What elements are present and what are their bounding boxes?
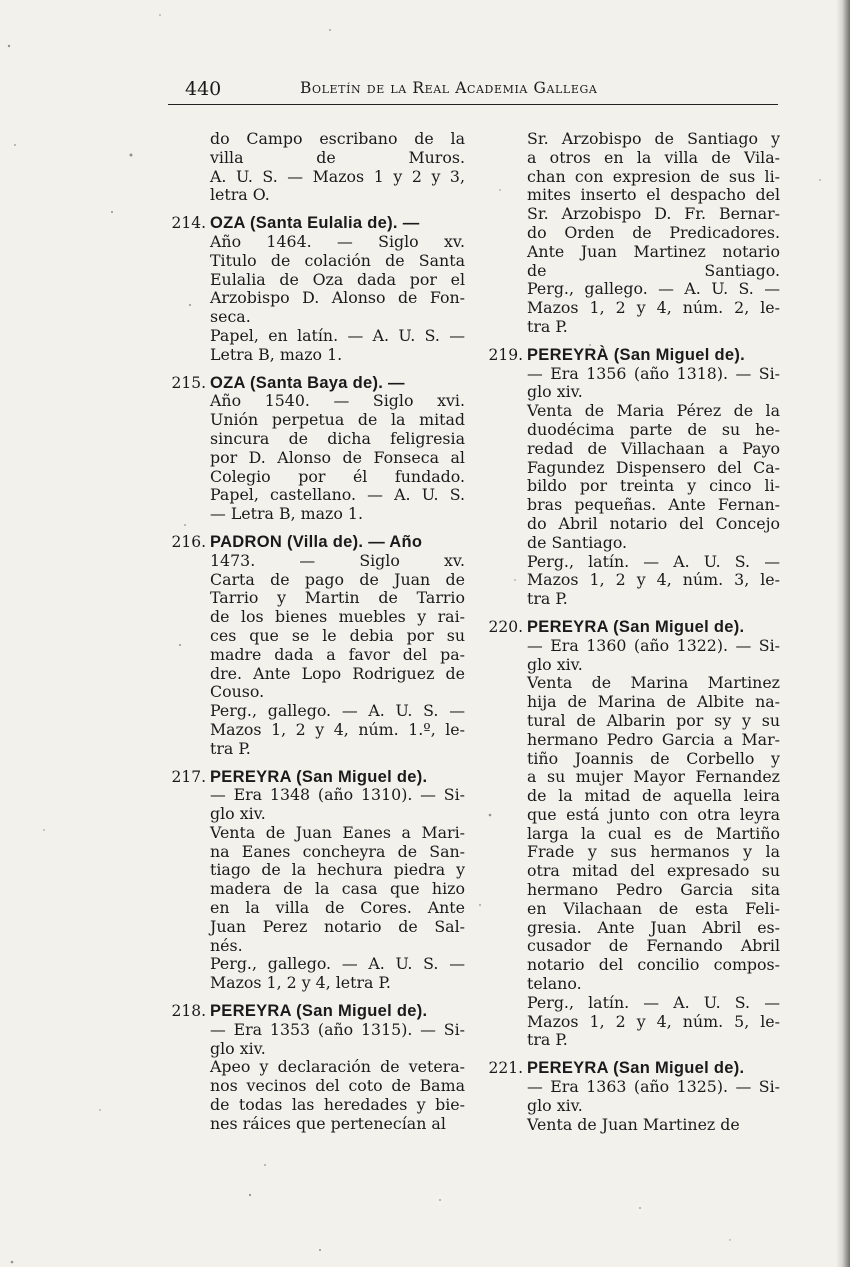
text-line: nos vecinos del coto de Bama xyxy=(210,1076,465,1096)
text-line: que está junto con otra leyra xyxy=(527,804,780,824)
entry-number: 216. xyxy=(171,532,206,551)
text-line: — Era 1363 (año 1325). — Si- xyxy=(527,1077,780,1097)
entry-number: 215. xyxy=(171,373,206,392)
entry-number: 217. xyxy=(171,767,206,786)
text-line: Perg., gallego. — A. U. S. — xyxy=(527,279,780,299)
entry-heading xyxy=(171,532,465,552)
text-line: ces que se le debia por su xyxy=(210,625,465,645)
entry-title: PEREYRA (San Miguel de). xyxy=(210,1002,428,1021)
text-line: Año 1464. — Siglo xv. xyxy=(210,231,465,251)
text-line: Apeo y declaración de vetera- xyxy=(210,1057,465,1077)
text-line: Venta de Juan Martinez de xyxy=(527,1114,740,1134)
header-rule xyxy=(168,104,778,105)
text-line: tra P. xyxy=(210,738,251,758)
text-line: de Santiago. xyxy=(527,260,780,280)
text-line: Fagundez Dispensero del Ca- xyxy=(527,457,780,477)
page-number: 440 xyxy=(185,78,222,100)
text-line: Sr. Arzobispo D. Fr. Bernar- xyxy=(527,204,780,224)
catalog-entry xyxy=(171,1002,465,1134)
entry-spacer xyxy=(210,365,465,374)
text-line: Venta de Maria Pérez de la xyxy=(527,401,780,421)
entry-title: PEREYRA (San Miguel de). xyxy=(527,617,745,636)
text-line: tiago de la hechura piedra y xyxy=(210,860,465,880)
entry-title: PEREYRA (San Miguel de). xyxy=(527,1059,745,1078)
text-line: gresia. Ante Juan Abril es- xyxy=(527,917,780,937)
text-line: glo xiv. xyxy=(527,654,583,674)
catalog-entry xyxy=(488,345,780,609)
text-line: Papel, en latín. — A. U. S. — xyxy=(210,325,465,345)
entry-title: OZA (Santa Baya de). — xyxy=(210,373,405,392)
text-line: notario del concilio compos- xyxy=(527,955,780,975)
catalog-entry xyxy=(488,1059,780,1134)
text-line: Papel, castellano. — A. U. S. xyxy=(210,485,465,505)
text-line: Mazos 1, 2 y 4, núm. 1.º, le- xyxy=(210,719,465,739)
text-line: Frade y sus hermanos y la xyxy=(527,842,780,862)
text-line: hija de Marina de Albite na- xyxy=(527,692,780,712)
text-line: en Vilachaan de esta Feli- xyxy=(527,898,780,918)
text-line: a otros en la villa de Vila- xyxy=(527,147,780,167)
text-line: — Era 1360 (año 1322). — Si- xyxy=(527,635,780,655)
entry-heading xyxy=(171,373,465,393)
text-line: Perg., gallego. — A. U. S. — xyxy=(210,701,465,721)
text-line: — Era 1353 (año 1315). — Si- xyxy=(210,1019,465,1039)
entry-spacer xyxy=(210,205,465,214)
entry-spacer xyxy=(210,993,465,1002)
entry-title: OZA (Santa Eulalia de). — xyxy=(210,214,420,233)
text-line: Perg., latín. — A. U. S. — xyxy=(527,551,780,571)
text-line: sincura de dicha feligresia xyxy=(210,428,465,448)
text-line: glo xiv. xyxy=(210,1038,266,1058)
text-line: letra O. xyxy=(210,185,270,205)
text-line: bildo por treinta y cinco li- xyxy=(527,476,780,496)
entry-number: 214. xyxy=(171,214,206,233)
entry-heading xyxy=(171,214,465,233)
text-line: de Santiago. xyxy=(527,532,628,552)
text-line: Couso. xyxy=(210,682,265,702)
text-line: Titulo de colación de Santa xyxy=(210,250,465,270)
text-line: Perg., gallego. — A. U. S. — xyxy=(210,954,465,974)
page-edge-shadow xyxy=(836,0,850,1267)
text-line: nés. xyxy=(210,935,243,955)
text-line: Mazos 1, 2 y 4, núm. 2, le- xyxy=(527,298,780,318)
entry-title: PADRON (Villa de). — Año xyxy=(210,532,423,551)
text-line: dre. Ante Lopo Rodriguez de xyxy=(210,663,465,683)
right-column xyxy=(488,129,780,1134)
text-line: hermano Pedro Garcia a Mar- xyxy=(527,729,780,749)
text-line: Venta de Marina Martinez xyxy=(527,673,780,693)
text-line: hermano Pedro Garcia sita xyxy=(527,880,780,900)
text-line: tra P. xyxy=(527,589,568,609)
text-line: Ante Juan Martinez notario xyxy=(527,241,780,261)
entry-spacer xyxy=(527,337,780,346)
text-line: madre dada a favor del pa- xyxy=(210,644,465,664)
text-line: Arzobispo D. Alonso de Fon- xyxy=(210,288,465,308)
text-line: mites inserto el despacho del xyxy=(527,185,780,205)
text-line: Juan Perez notario de Sal- xyxy=(210,916,465,936)
text-line: Mazos 1, 2 y 4, núm. 3, le- xyxy=(527,570,780,590)
text-line: bras pequeñas. Ante Fernan- xyxy=(527,495,780,515)
text-line: chan con expresion de sus li- xyxy=(527,166,780,186)
text-line: glo xiv. xyxy=(527,1095,583,1115)
text-line: Unión perpetua de la mitad xyxy=(210,410,465,430)
text-line: de los bienes muebles y rai- xyxy=(210,607,465,627)
text-line: Año 1540. — Siglo xvi. xyxy=(210,391,465,411)
text-line: nes ráices que pertenecían al xyxy=(210,1113,446,1133)
text-line: Mazos 1, 2 y 4, letra P. xyxy=(210,973,391,993)
text-line: redad de Villachaan a Payo xyxy=(527,438,780,458)
text-line: Sr. Arzobispo de Santiago y xyxy=(527,129,780,148)
text-line: duodécima parte de su he- xyxy=(527,419,780,439)
catalog-entry xyxy=(171,373,465,524)
text-line: glo xiv. xyxy=(527,382,583,402)
text-line: de la mitad de aquella leira xyxy=(527,786,780,806)
text-line: — Era 1356 (año 1318). — Si- xyxy=(527,363,780,383)
text-line: seca. xyxy=(210,307,251,327)
entry-heading xyxy=(171,767,465,787)
entry-heading xyxy=(488,1059,780,1078)
text-line: tra P. xyxy=(527,316,568,336)
text-line: tiño Joannis de Corbello y xyxy=(527,748,780,768)
text-line: villa de Muros. xyxy=(210,147,465,167)
text-line: do Orden de Predicadores. xyxy=(527,222,780,242)
text-line: por D. Alonso de Fonseca al xyxy=(210,447,465,467)
text-line: madera de la casa que hizo xyxy=(210,879,465,899)
text-line: de todas las heredades y bie- xyxy=(210,1095,465,1115)
text-line: Colegio por él fundado. xyxy=(210,466,465,486)
entry-heading xyxy=(171,1002,465,1021)
journal-title: Boletín de la Real Academia Gallega xyxy=(300,79,598,97)
entry-spacer xyxy=(210,759,465,768)
text-line: tra P. xyxy=(527,1030,568,1050)
entry-number: 219. xyxy=(488,345,523,364)
text-line: Eulalia de Oza dada por el xyxy=(210,269,465,289)
text-line: do Abril notario del Concejo xyxy=(527,513,780,533)
entry-title: PEREYRÀ (San Miguel de). xyxy=(527,345,746,364)
entry-title: PEREYRA (San Miguel de). xyxy=(210,767,428,786)
text-line: Perg., latín. — A. U. S. — xyxy=(527,992,780,1012)
text-line: Mazos 1, 2 y 4, núm. 5, le- xyxy=(527,1011,780,1031)
catalog-entry xyxy=(171,214,465,364)
catalog-entry xyxy=(488,617,780,1050)
entry-number: 218. xyxy=(171,1002,206,1021)
text-line: A. U. S. — Mazos 1 y 2 y 3, xyxy=(210,166,465,186)
text-line: Carta de pago de Juan de xyxy=(210,569,465,589)
running-header xyxy=(185,78,775,102)
catalog-entry xyxy=(171,767,465,994)
entry-spacer xyxy=(527,1050,780,1059)
left-column xyxy=(171,129,465,1134)
entry-spacer xyxy=(210,524,465,533)
text-line: glo xiv. xyxy=(210,804,266,824)
text-line: — Era 1348 (año 1310). — Si- xyxy=(210,785,465,805)
text-line: do Campo escribano de la xyxy=(210,129,465,148)
text-line: 1473. — Siglo xv. xyxy=(210,550,465,570)
text-line: larga la cual es de Martiño xyxy=(527,823,780,843)
text-line: Letra B, mazo 1. xyxy=(210,344,343,364)
entry-number: 220. xyxy=(488,617,523,636)
entry-heading xyxy=(488,345,780,365)
text-line: — Letra B, mazo 1. xyxy=(210,504,363,524)
text-line: tural de Albarin por sy y su xyxy=(527,710,780,730)
entry-number: 221. xyxy=(488,1059,523,1078)
text-line: otra mitad del expresado su xyxy=(527,861,780,881)
catalog-entry xyxy=(171,532,465,759)
entry-heading xyxy=(488,617,780,637)
text-line: a su mujer Mayor Fernandez xyxy=(527,767,780,787)
text-line: telano. xyxy=(527,974,582,994)
text-line: na Eanes concheyra de San- xyxy=(210,841,465,861)
text-line: cusador de Fernando Abril xyxy=(527,936,780,956)
text-line: en la villa de Cores. Ante xyxy=(210,898,465,918)
entry-spacer xyxy=(527,609,780,618)
text-line: Tarrio y Martin de Tarrio xyxy=(210,588,465,608)
text-line: Venta de Juan Eanes a Mari- xyxy=(210,822,465,842)
